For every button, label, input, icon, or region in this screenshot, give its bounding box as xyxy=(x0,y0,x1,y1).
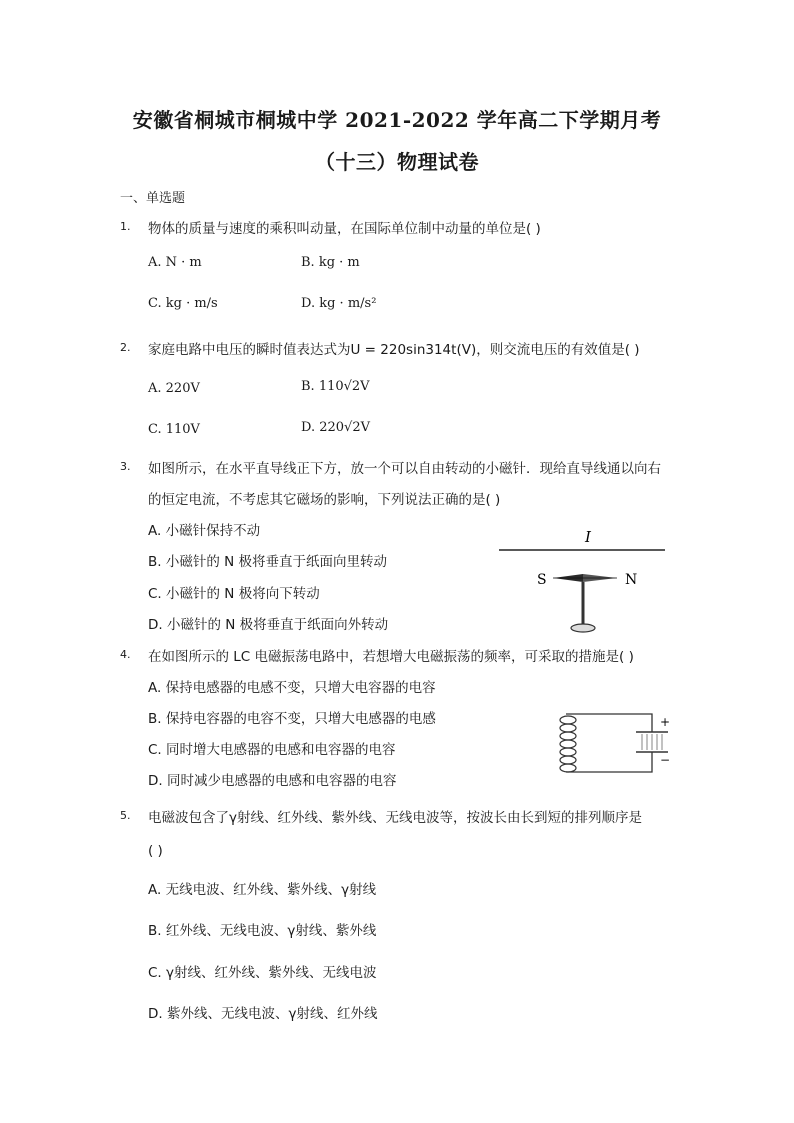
question-text-line1: 电磁波包含了γ射线、红外线、紫外线、无线电波等，按波长由长到短的排列顺序是 xyxy=(148,810,642,826)
question-number: 3. xyxy=(120,460,131,473)
question-text: 家庭电路中电压的瞬时值表达式为U = 220sin314t(V)，则交流电压的有效值是( ) xyxy=(148,342,640,358)
compass-base xyxy=(571,624,595,632)
question-text-line2: 的恒定电流，不考虑其它磁场的影响，下列说法正确的是( ) xyxy=(148,492,501,508)
option-b[interactable]: B. kg · m xyxy=(301,255,360,270)
south-pole-label: S xyxy=(537,572,547,588)
section-heading: 一、单选题 xyxy=(120,191,186,206)
question-text: 物体的质量与速度的乘积叫动量，在国际单位制中动量的单位是( ) xyxy=(148,221,541,237)
question-number: 2. xyxy=(120,341,131,354)
option-c[interactable]: C. kg · m/s xyxy=(148,296,218,311)
option-d[interactable]: D. 同时减少电感器的电感和电容器的电容 xyxy=(148,773,397,789)
question-text-line2: ( ) xyxy=(148,843,163,859)
option-d[interactable]: D. 紫外线、无线电波、γ射线、红外线 xyxy=(148,1006,378,1022)
compass-wire-figure xyxy=(495,528,670,638)
capacitor-minus-label: − xyxy=(660,753,671,767)
capacitor-plus-label: + xyxy=(660,715,671,729)
current-label: I xyxy=(585,528,591,546)
option-b[interactable]: B. 小磁针的 N 极将垂直于纸面向里转动 xyxy=(148,554,388,570)
question-number: 1. xyxy=(120,220,131,233)
option-d[interactable]: D. kg · m/s² xyxy=(301,296,377,311)
option-c[interactable]: C. γ射线、红外线、紫外线、无线电波 xyxy=(148,965,377,981)
option-a[interactable]: A. 保持电感器的电感不变，只增大电容器的电容 xyxy=(148,680,436,696)
capacitor-field-lines xyxy=(642,734,662,750)
question-number: 5. xyxy=(120,809,131,822)
option-a[interactable]: A. 220V xyxy=(148,381,200,396)
option-b[interactable]: B. 红外线、无线电波、γ射线、紫外线 xyxy=(148,923,377,939)
option-c[interactable]: C. 110V xyxy=(148,422,200,437)
option-c[interactable]: C. 同时增大电感器的电感和电容器的电容 xyxy=(148,742,396,758)
north-pole-label: N xyxy=(625,572,638,588)
option-a[interactable]: A. N · m xyxy=(148,255,202,270)
option-b[interactable]: B. 110√2V xyxy=(301,379,370,394)
inductor-coil xyxy=(560,716,576,772)
option-b[interactable]: B. 保持电容器的电容不变，只增大电感器的电感 xyxy=(148,711,436,727)
option-d[interactable]: D. 220√2V xyxy=(301,420,370,435)
circuit-wire-bottom xyxy=(566,752,652,772)
question-text: 在如图所示的 LC 电磁振荡电路中，若想增大电磁振荡的频率，可采取的措施是( ) xyxy=(148,649,634,665)
circuit-wire-top xyxy=(566,714,652,732)
question-text-line1: 如图所示，在水平直导线正下方，放一个可以自由转动的小磁针．现给直导线通以向右 xyxy=(148,461,661,477)
option-a[interactable]: A. 无线电波、红外线、紫外线、γ射线 xyxy=(148,882,377,898)
option-c[interactable]: C. 小磁针的 N 极将向下转动 xyxy=(148,586,320,602)
document-title-line1: 安徽省桐城市桐城中学 2021-2022 学年高二下学期月考 xyxy=(132,108,662,132)
question-number: 4. xyxy=(120,648,131,661)
option-a[interactable]: A. 小磁针保持不动 xyxy=(148,523,261,539)
lc-circuit-figure xyxy=(552,706,677,781)
option-d[interactable]: D. 小磁针的 N 极将垂直于纸面向外转动 xyxy=(148,617,389,633)
document-title-line2: （十三）物理试卷 xyxy=(315,150,479,174)
